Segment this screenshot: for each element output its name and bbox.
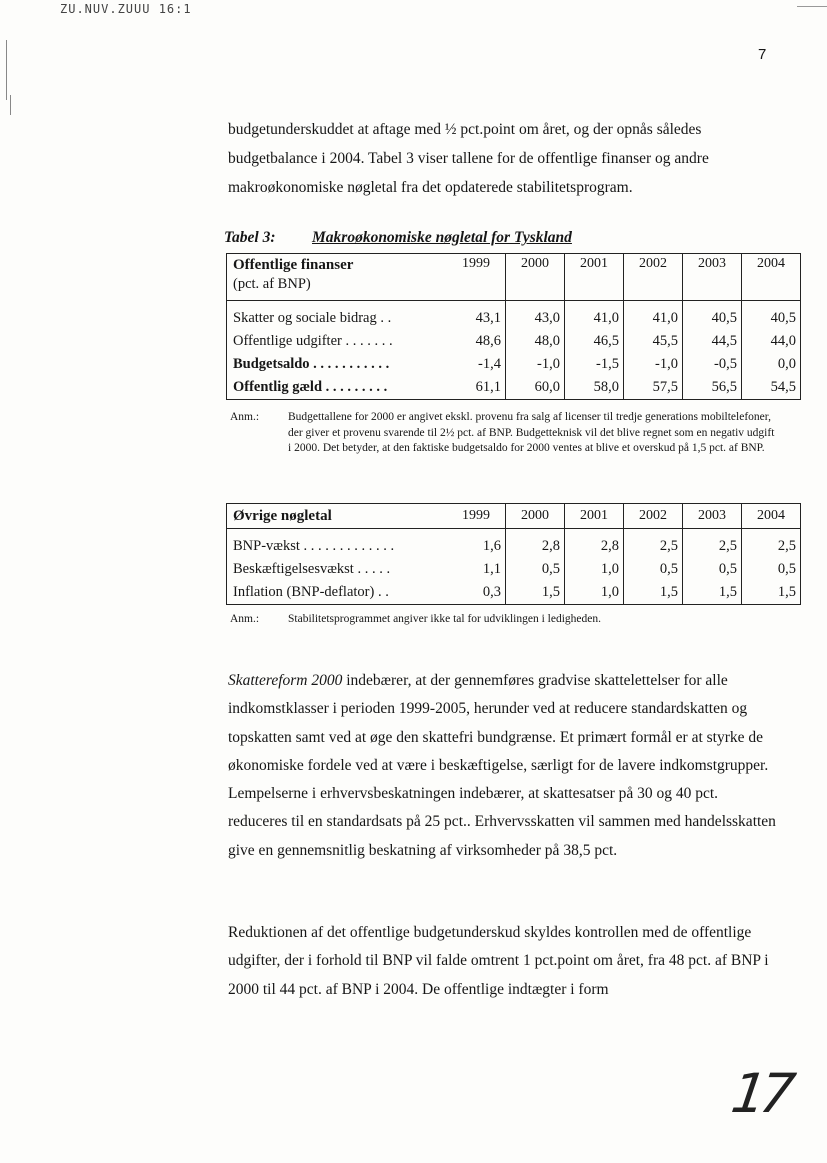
table-cell: 1,0: [565, 558, 624, 581]
emphasized-term: Skattereform 2000: [228, 672, 343, 689]
table-cell: 41,0: [565, 301, 624, 331]
table-cell: 46,5: [565, 330, 624, 353]
table-cell: 0,5: [742, 558, 801, 581]
body-paragraph: [228, 667, 776, 865]
table-row: [227, 581, 801, 605]
year-header: 2004: [742, 504, 801, 529]
table-header-sublabel: (pct. af BNP): [233, 276, 311, 292]
table-cell: 2,5: [742, 529, 801, 559]
year-header: 2002: [624, 504, 683, 529]
year-header: 2000: [506, 254, 565, 301]
table-row: [227, 558, 801, 581]
table-row: [227, 376, 801, 400]
table-cell: 54,5: [742, 376, 801, 400]
year-header: 2001: [565, 254, 624, 301]
year-header: 2004: [742, 254, 801, 301]
scan-edge-line: [797, 6, 827, 7]
table-cell: 2,5: [683, 529, 742, 559]
row-label: Beskæftigelsesvækst . . . . .: [227, 558, 448, 581]
paragraph-text: indebærer, at der gennemføres gradvise skattelettelser for alle indkomstklasser i perioden 1999-2005, herunder ved at reducere standardskatten og topskatten samt ved at øge den skattefri bundgrænse. Et primært formål er at styrke de økonomiske fordele ved at være i beskæftigelse, særligt for de lavere indkomstgrupper. Lempelserne i erhvervsbeskatningen indebærer, at skattesatser på 30 og 40 pct. reduceres til en standardsats på 25 pct.. Erhvervsskatten vil sammen med handelsskatten give en gennemsnitlig beskatning af virksomheder på 38,5 pct.: [228, 672, 776, 859]
year-header: 2002: [624, 254, 683, 301]
table-cell: 44,0: [742, 330, 801, 353]
table-cell: 45,5: [624, 330, 683, 353]
table-cell: -1,5: [565, 353, 624, 376]
row-label: BNP-vækst . . . . . . . . . . . . .: [227, 529, 448, 559]
table-cell: 1,6: [447, 529, 506, 559]
table-cell: 56,5: [683, 376, 742, 400]
table-row: [227, 330, 801, 353]
table-cell: 2,5: [624, 529, 683, 559]
year-header: 1999: [447, 504, 506, 529]
table-header-label: Øvrige nøgletal: [227, 504, 448, 529]
table-cell: -1,0: [506, 353, 565, 376]
body-paragraph: Reduktionen af det offentlige budgetunderskud skyldes kontrollen med de offentlige udgifter, der i forhold til BNP vil falde omtrent 1 pct.point om året, fra 48 pct. af BNP i 2000 til 44 pct. af BNP i 2004. De offentlige indtægter i form: [228, 924, 769, 998]
row-label: Offentlige udgifter . . . . . . .: [227, 330, 448, 353]
note-text: Budgettallene for 2000 er angivet ekskl. provenu fra salg af licenser til tredje generations mobiltelefoner, der giver et provenu svarende til 2½ pct. af BNP. Budgetteknisk vil det blive regnet som en negativ udgift i 2000. Det betyder, at den faktiske budgetsaldo for 2000 ventes at blive et overskud på 1,5 pct. af BNP.: [288, 411, 775, 454]
table-header-label: Offentlige finanser: [233, 257, 354, 273]
table-cell: 40,5: [683, 301, 742, 331]
table-cell: 48,0: [506, 330, 565, 353]
table-cell: 2,8: [506, 529, 565, 559]
table-cell: 1,5: [742, 581, 801, 605]
handwritten-page-number: 17: [727, 1062, 794, 1125]
table-row: [227, 301, 801, 331]
text-line: makroøkonomiske nøgletal fra det opdaterede stabilitetsprogram.: [228, 179, 633, 196]
row-label: Budgetsaldo . . . . . . . . . . .: [227, 353, 448, 376]
table-cell: 44,5: [683, 330, 742, 353]
table-title: Makroøkonomiske nøgletal for Tyskland: [312, 229, 572, 246]
table-row: [227, 353, 801, 376]
table-cell: 1,0: [565, 581, 624, 605]
fax-header: ZU.NUV.ZUUU 16:1: [60, 2, 192, 16]
row-label: Skatter og sociale bidrag . .: [227, 301, 448, 331]
table-cell: 1,5: [683, 581, 742, 605]
intro-paragraph: [228, 115, 776, 202]
note-text: Stabilitetsprogrammet angiver ikke tal for udviklingen i ledigheden.: [288, 613, 601, 625]
table-cell: 48,6: [447, 330, 506, 353]
table-cell: 58,0: [565, 376, 624, 400]
year-header: 2001: [565, 504, 624, 529]
margin-mark: [10, 95, 11, 115]
year-header: 2003: [683, 504, 742, 529]
note-label: Anm.:: [230, 613, 260, 625]
margin-mark: [6, 40, 7, 100]
text-line: budgetunderskuddet at aftage med ½ pct.point om året, og der opnås således: [228, 121, 702, 138]
table-cell: 61,1: [447, 376, 506, 400]
table-cell: 41,0: [624, 301, 683, 331]
table-header-row: [227, 254, 801, 301]
row-label: Inflation (BNP-deflator) . .: [227, 581, 448, 605]
table-cell: 0,3: [447, 581, 506, 605]
text-line: budgetbalance i 2004. Tabel 3 viser tallene for de offentlige finanser og andre: [228, 150, 709, 167]
table-cell: 40,5: [742, 301, 801, 331]
table-cell: 57,5: [624, 376, 683, 400]
table-cell: 0,5: [506, 558, 565, 581]
public-finances-table: [226, 253, 801, 400]
table-cell: 43,1: [447, 301, 506, 331]
page-number: 7: [758, 46, 767, 63]
table-cell: 0,5: [683, 558, 742, 581]
year-header: 1999: [447, 254, 506, 301]
table-header-row: [227, 504, 801, 529]
table-cell: 43,0: [506, 301, 565, 331]
note-label: Anm.:: [230, 411, 260, 423]
table-cell: 1,5: [506, 581, 565, 605]
row-label: Offentlig gæld . . . . . . . . .: [227, 376, 448, 400]
table-cell: 0,5: [624, 558, 683, 581]
table-cell: 0,0: [742, 353, 801, 376]
table-label: Tabel 3:: [224, 229, 276, 246]
table-row: [227, 529, 801, 559]
other-indicators-table: [226, 503, 801, 605]
table-cell: 60,0: [506, 376, 565, 400]
table-cell: 2,8: [565, 529, 624, 559]
table-cell: -0,5: [683, 353, 742, 376]
table-cell: 1,5: [624, 581, 683, 605]
table-caption: [224, 229, 572, 247]
year-header: 2003: [683, 254, 742, 301]
table-cell: -1,4: [447, 353, 506, 376]
year-header: 2000: [506, 504, 565, 529]
table-header-cell: [227, 254, 448, 301]
table-cell: -1,0: [624, 353, 683, 376]
table-cell: 1,1: [447, 558, 506, 581]
